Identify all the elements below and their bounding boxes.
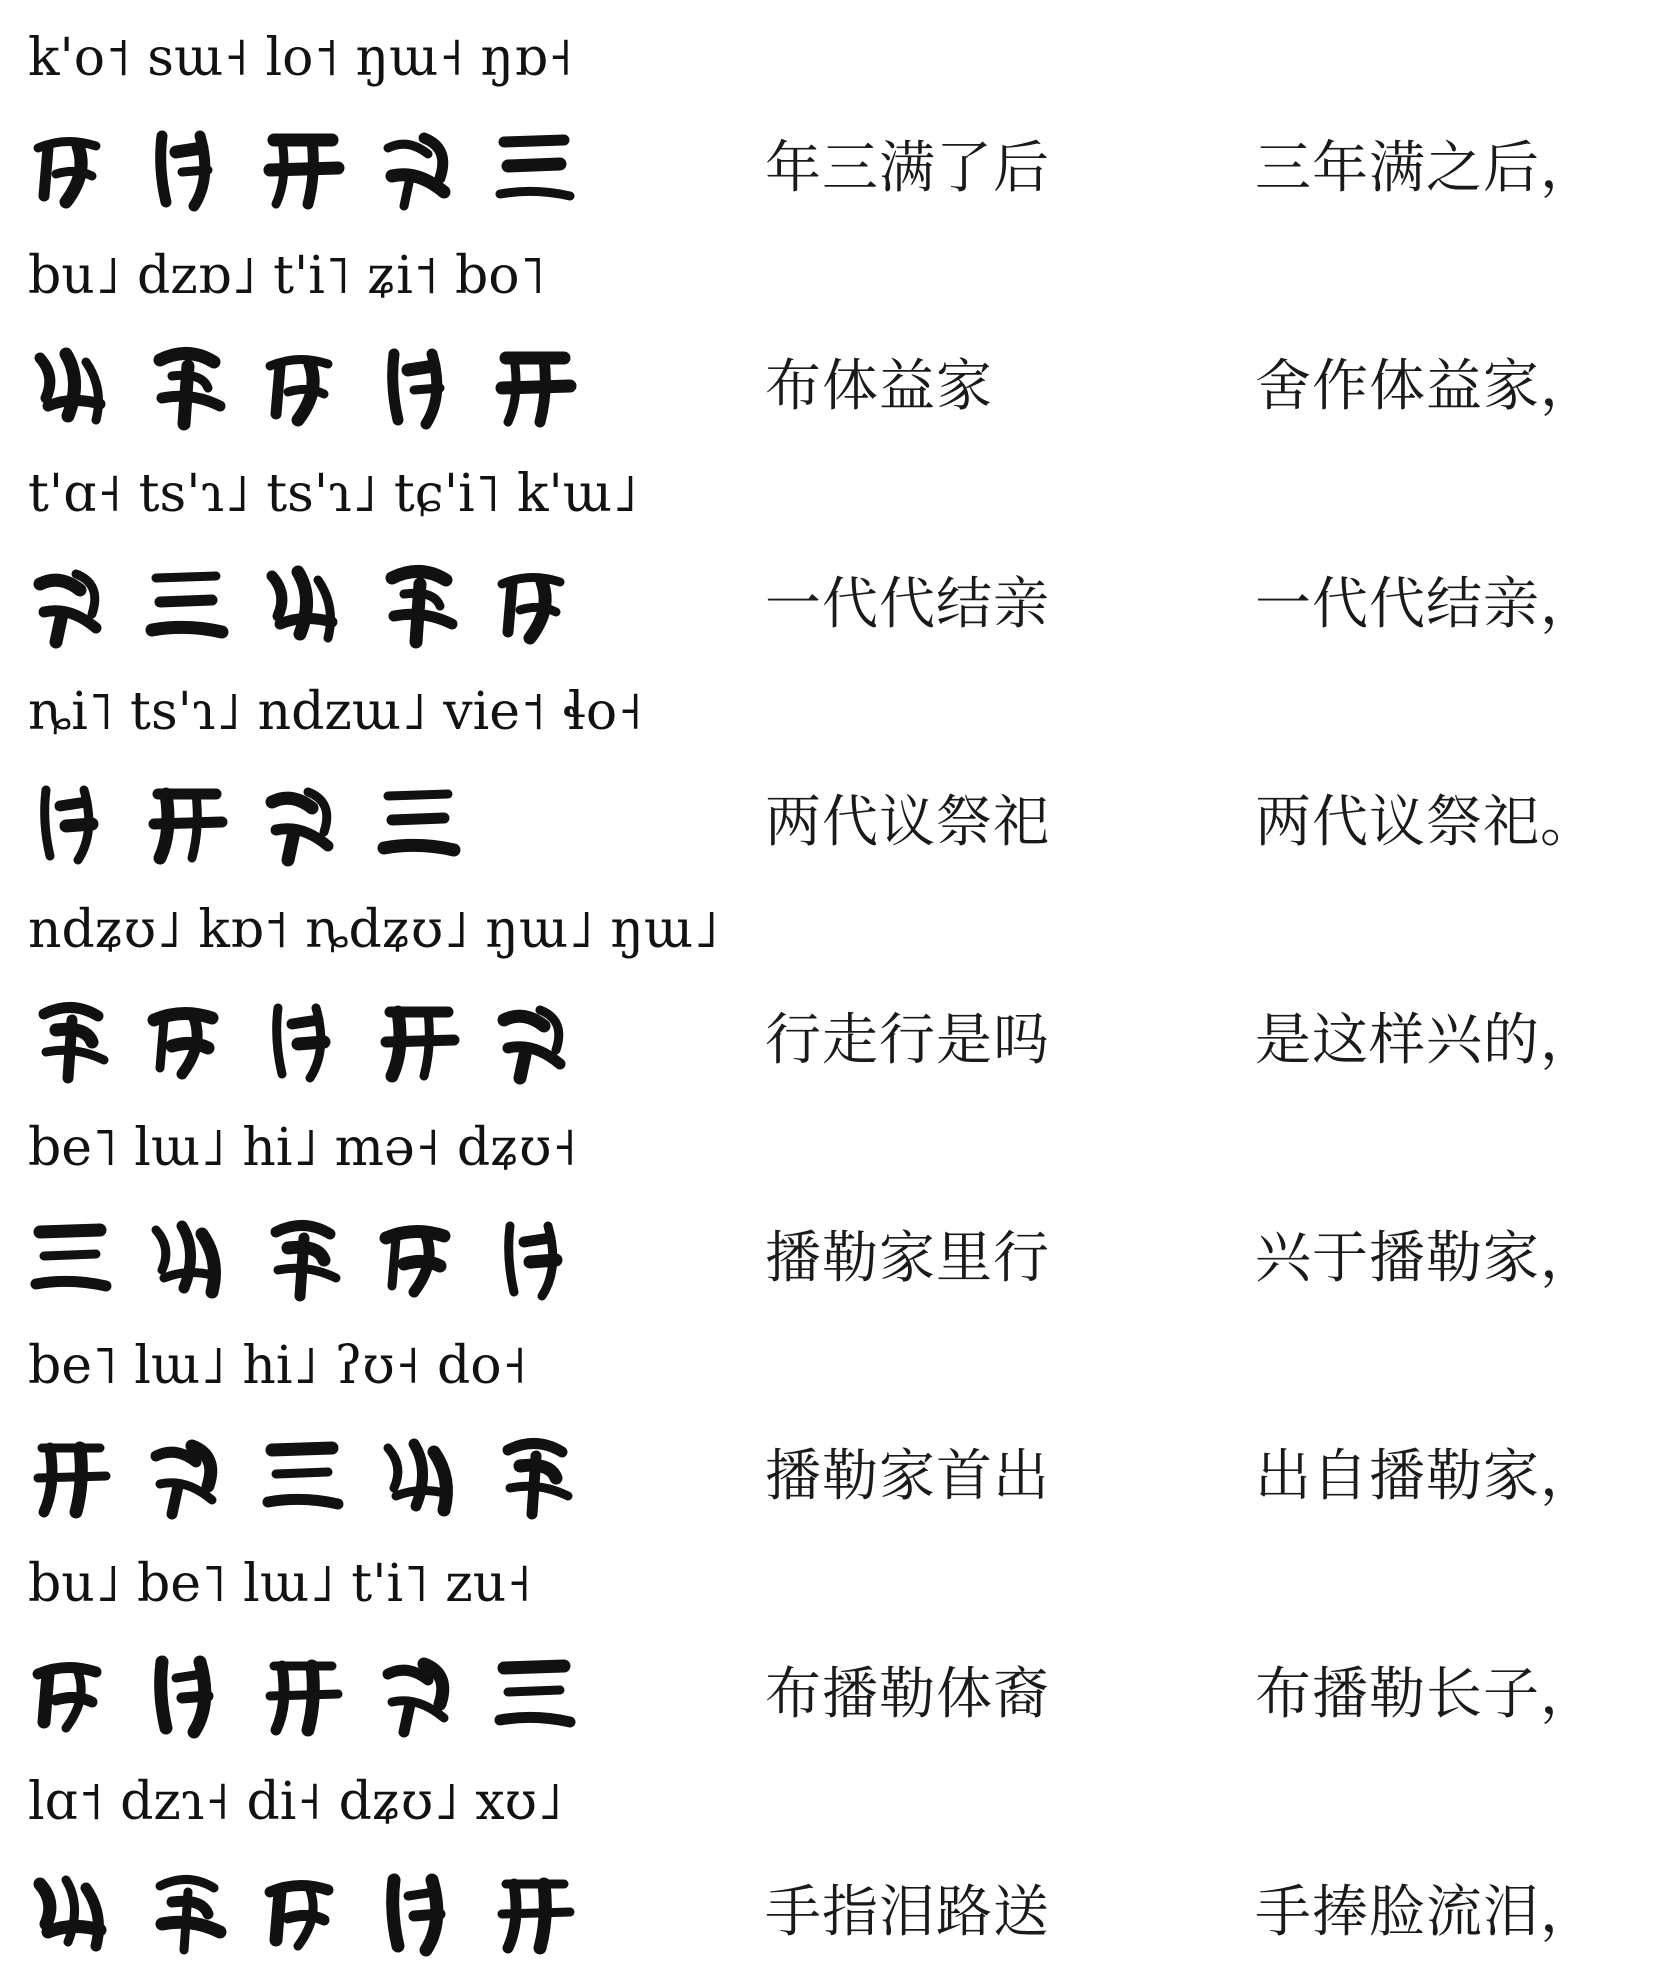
- literal-translation: 布体益家: [765, 354, 993, 419]
- literal-translation: 年三满了后: [765, 136, 1050, 201]
- yi-script-line: [26, 332, 580, 436]
- yi-glyph-icon: [258, 554, 348, 650]
- free-translation: 是这样兴的，: [1255, 1008, 1597, 1073]
- yi-glyph-icon: [374, 1208, 464, 1304]
- yi-glyph-icon: [26, 772, 116, 868]
- verse-row: [0, 1548, 1674, 1766]
- yi-glyph-icon: [142, 1644, 232, 1740]
- free-translation: 手捧脸流泪，: [1255, 1880, 1597, 1945]
- yi-glyph-icon: [258, 1862, 348, 1958]
- literal-translation: 一代代结亲: [765, 572, 1050, 637]
- yi-glyph-icon: [258, 336, 348, 432]
- yi-glyph-icon: [374, 1426, 464, 1522]
- verse-row: [0, 22, 1674, 240]
- yi-script-line: [26, 1204, 580, 1308]
- yi-glyph-icon: [490, 1862, 580, 1958]
- literal-translation: 播勒家里行: [765, 1226, 1050, 1291]
- free-translation: 舍作体益家，: [1255, 354, 1597, 419]
- free-translation: 布播勒长子，: [1255, 1662, 1597, 1727]
- yi-glyph-icon: [258, 1644, 348, 1740]
- yi-glyph-icon: [258, 1208, 348, 1304]
- yi-script-line: [26, 768, 464, 872]
- yi-glyph-icon: [490, 990, 580, 1086]
- ipa-transcription: ndʑʊ˩ kɒ˦ ȵdʑʊ˩ ŋɯ˩ ŋɯ˩: [28, 900, 719, 960]
- yi-glyph-icon: [258, 1426, 348, 1522]
- yi-glyph-icon: [490, 118, 580, 214]
- yi-glyph-icon: [490, 336, 580, 432]
- yi-glyph-icon: [26, 118, 116, 214]
- ipa-transcription: ȵi˥ ts'ɿ˩ ndzɯ˩ vie˦ ɬo˧: [28, 682, 643, 742]
- literal-translation: 行走行是吗: [765, 1008, 1050, 1073]
- yi-glyph-icon: [490, 1426, 580, 1522]
- yi-glyph-icon: [142, 1208, 232, 1304]
- yi-glyph-icon: [26, 1862, 116, 1958]
- literal-translation: 手指泪路送: [765, 1880, 1050, 1945]
- yi-glyph-icon: [142, 336, 232, 432]
- yi-glyph-icon: [142, 990, 232, 1086]
- yi-glyph-icon: [142, 554, 232, 650]
- yi-glyph-icon: [26, 336, 116, 432]
- literal-translation: 两代议祭祀: [765, 790, 1050, 855]
- yi-glyph-icon: [258, 772, 348, 868]
- yi-glyph-icon: [26, 1426, 116, 1522]
- free-translation: 出自播勒家，: [1255, 1444, 1597, 1509]
- yi-glyph-icon: [490, 554, 580, 650]
- yi-glyph-icon: [374, 336, 464, 432]
- yi-glyph-icon: [26, 1644, 116, 1740]
- yi-glyph-icon: [490, 1208, 580, 1304]
- yi-script-line: [26, 1858, 580, 1962]
- free-translation: 一代代结亲，: [1255, 572, 1597, 637]
- yi-glyph-icon: [374, 1644, 464, 1740]
- yi-script-line: [26, 986, 580, 1090]
- yi-script-line: [26, 550, 580, 654]
- verse-row: [0, 894, 1674, 1112]
- yi-glyph-icon: [374, 772, 464, 868]
- yi-glyph-icon: [142, 1862, 232, 1958]
- verse-row: [0, 676, 1674, 894]
- yi-glyph-icon: [142, 772, 232, 868]
- ipa-transcription: k'o˦ sɯ˧ lo˦ ŋɯ˧ ŋɒ˧: [28, 28, 573, 88]
- yi-glyph-icon: [142, 118, 232, 214]
- ipa-transcription: be˥ lɯ˩ hi˩ ʔʊ˧ do˧: [28, 1336, 528, 1396]
- literal-translation: 播勒家首出: [765, 1444, 1050, 1509]
- ipa-transcription: be˥ lɯ˩ hi˩ mə˧ dʑʊ˧: [28, 1118, 578, 1178]
- yi-glyph-icon: [258, 990, 348, 1086]
- ipa-transcription: t'ɑ˧ ts'ɿ˩ ts'ɿ˩ tɕ'i˥ k'ɯ˩: [28, 464, 638, 524]
- verse-row: [0, 240, 1674, 458]
- free-translation: 兴于播勒家，: [1255, 1226, 1597, 1291]
- ipa-transcription: lɑ˦ dzɿ˧ di˧ dʑʊ˩ xʊ˩: [28, 1772, 563, 1832]
- free-translation: 两代议祭祀。: [1255, 790, 1597, 855]
- yi-glyph-icon: [490, 1644, 580, 1740]
- literal-translation: 布播勒体裔: [765, 1662, 1050, 1727]
- yi-glyph-icon: [26, 1208, 116, 1304]
- yi-glyph-icon: [374, 554, 464, 650]
- verse-row: [0, 1112, 1674, 1330]
- free-translation: 三年满之后，: [1255, 136, 1597, 201]
- yi-script-line: [26, 114, 580, 218]
- yi-glyph-icon: [258, 118, 348, 214]
- verse-row: [0, 1766, 1674, 1984]
- yi-glyph-icon: [374, 1862, 464, 1958]
- yi-glyph-icon: [142, 1426, 232, 1522]
- yi-glyph-icon: [374, 118, 464, 214]
- yi-glyph-icon: [26, 990, 116, 1086]
- ipa-transcription: bu˩ dzɒ˩ t'i˥ ʑi˦ bo˥: [28, 246, 546, 306]
- verse-row: [0, 458, 1674, 676]
- ipa-transcription: bu˩ be˥ lɯ˩ t'i˥ zu˧: [28, 1554, 532, 1614]
- yi-glyph-icon: [26, 554, 116, 650]
- yi-script-line: [26, 1422, 580, 1526]
- yi-script-line: [26, 1640, 580, 1744]
- verse-row: [0, 1330, 1674, 1548]
- yi-glyph-icon: [374, 990, 464, 1086]
